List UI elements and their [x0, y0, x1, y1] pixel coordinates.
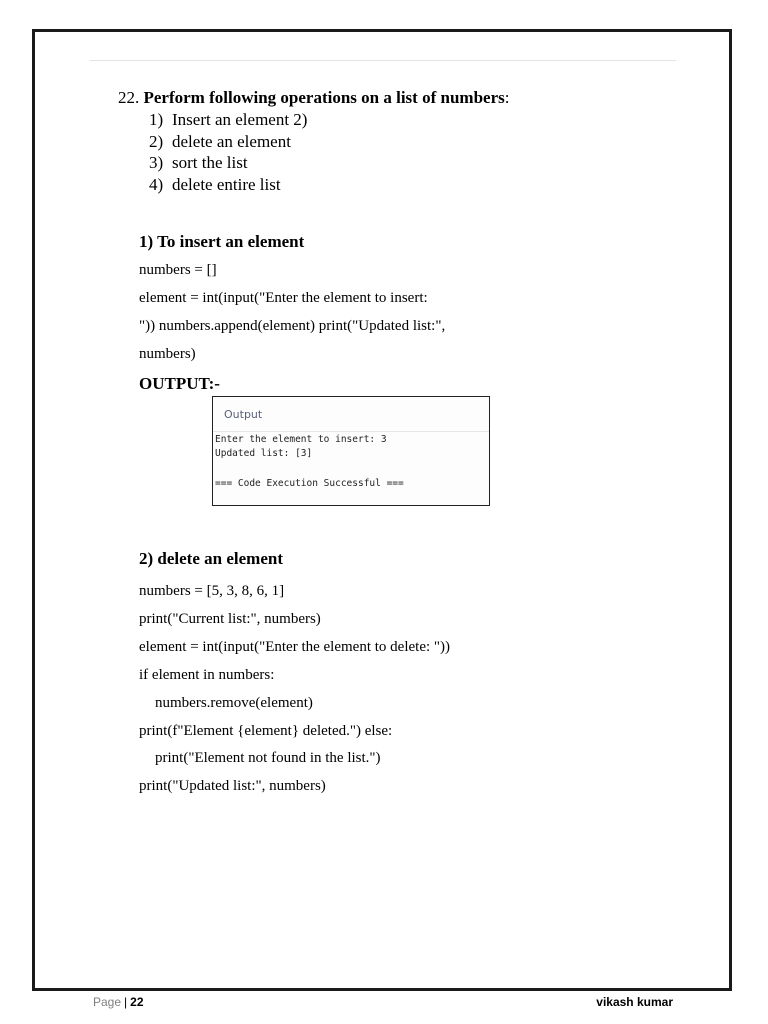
operation-item [149, 109, 307, 131]
page-border [32, 29, 732, 991]
code-line: element = int(input("Enter the element to delete: ")) [139, 639, 451, 655]
operation-number: 3) [149, 153, 164, 172]
section1-heading: 1) To insert an element [139, 232, 305, 251]
output-screenshot [212, 396, 490, 506]
output-panel-title: Output [224, 408, 263, 421]
operation-number: 4) [149, 174, 164, 194]
code-line: print("Element not found in the list.") [155, 750, 381, 766]
operation-number: 1) [149, 110, 164, 129]
section2-heading: 2) delete an element [139, 549, 283, 568]
code-line: element = int(input("Enter the element to insert: [139, 290, 428, 306]
question-text: Perform following operations on a list of numbers [143, 88, 505, 107]
page-number: 22 [130, 995, 144, 1009]
code-line: print("Current list:", numbers) [139, 611, 321, 627]
code-line: if element in numbers: [139, 667, 275, 683]
page-label: Page [93, 995, 122, 1009]
code-line: numbers) [139, 346, 196, 362]
code-line: numbers = [] [139, 262, 217, 278]
operation-item [149, 174, 307, 196]
operation-item [149, 152, 307, 174]
operation-item [149, 131, 307, 153]
code-line: ")) numbers.append(element) print("Updated list:", [139, 318, 446, 334]
page-footer [93, 995, 144, 1009]
code-line: print(f"Element {element} deleted.") else: [139, 723, 393, 739]
question-number: 22. [118, 88, 140, 107]
header-rule [90, 60, 676, 61]
operation-text: Insert an element 2) [172, 110, 308, 129]
code-line: print("Updated list:", numbers) [139, 778, 326, 794]
question-colon: : [504, 88, 510, 107]
author-name: vikash kumar [596, 995, 673, 1009]
code-line: numbers = [5, 3, 8, 6, 1] [139, 583, 285, 599]
footer-separator: | [124, 995, 128, 1009]
output-label: OUTPUT:- [139, 374, 220, 393]
output-line: === Code Execution Successful === [215, 478, 404, 489]
operation-number: 2) [149, 131, 164, 151]
operation-text: sort the list [172, 153, 248, 172]
output-line: Enter the element to insert: 3 [215, 434, 387, 445]
operations-list [149, 109, 307, 195]
code-line: numbers.remove(element) [155, 695, 313, 711]
operation-text: delete an element [172, 131, 291, 151]
output-line: Updated list: [3] [215, 448, 313, 459]
question-title [118, 88, 509, 108]
output-panel-divider [213, 431, 489, 432]
operation-text: delete entire list [172, 174, 281, 194]
